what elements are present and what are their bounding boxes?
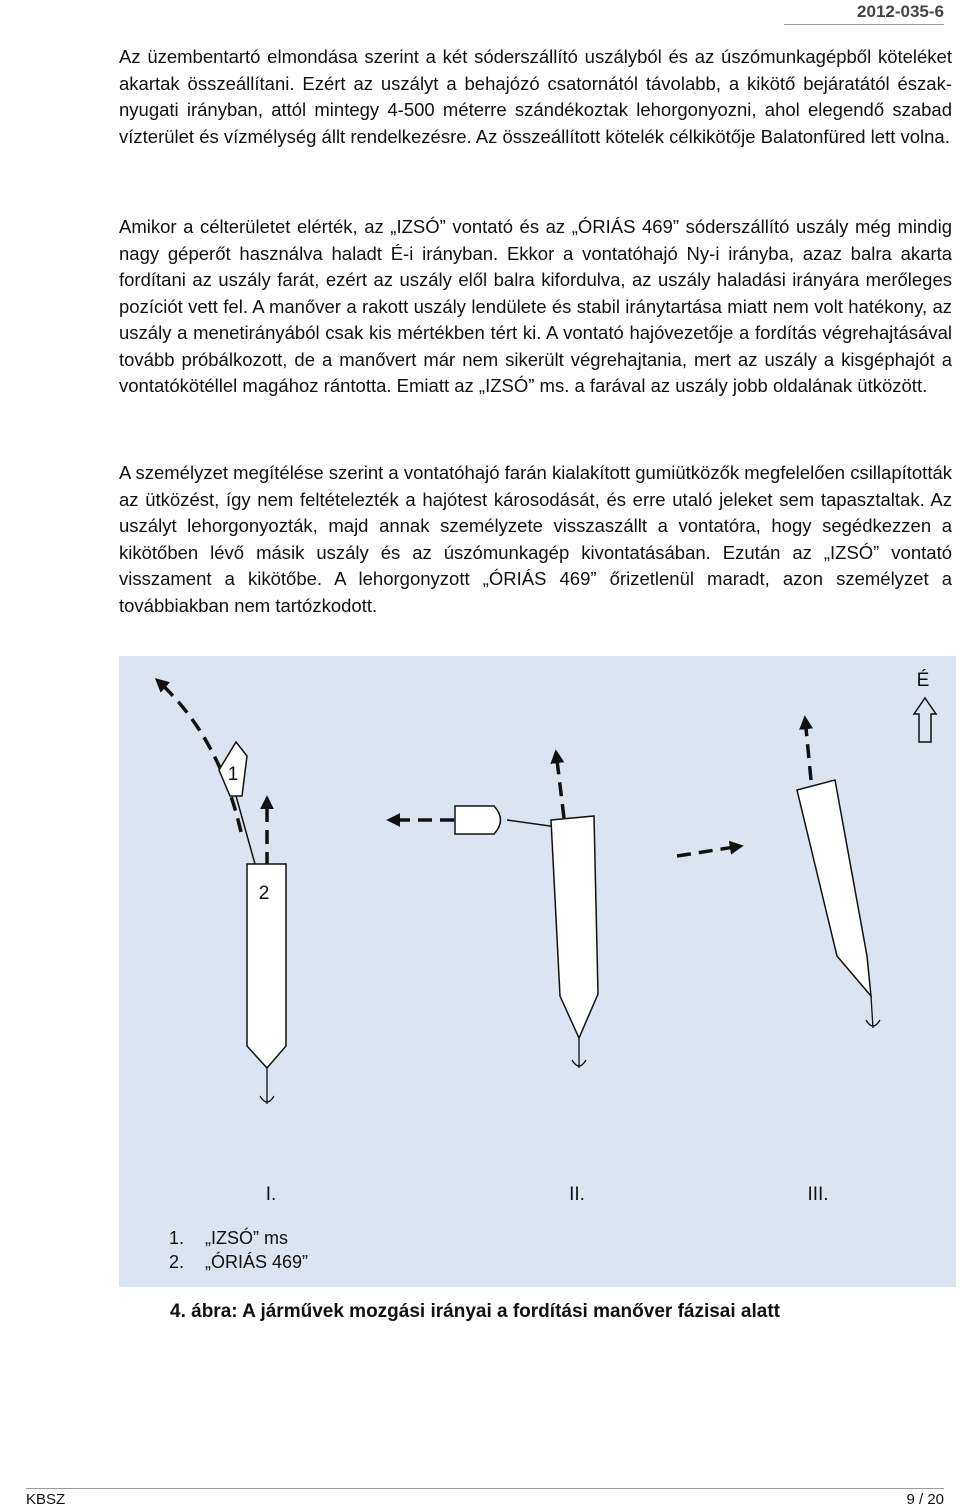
legend-text: „IZSÓ” ms bbox=[205, 1228, 288, 1248]
barge-label: 2 bbox=[258, 883, 270, 904]
north-arrow-icon bbox=[914, 698, 936, 742]
phase-2-vessels bbox=[389, 752, 598, 1068]
north-label: É bbox=[916, 670, 930, 691]
maneuver-diagram bbox=[119, 656, 956, 1287]
document-id: 2012-035-6 bbox=[784, 0, 944, 25]
phase-label-3: III. bbox=[807, 1184, 829, 1205]
paragraph-1: Az üzembentartó elmondása szerint a két sóderszállító uszályból és az úszómunkagépből köteléket akartak összeállítani. Ezért az uszályt a behajózó csatornától távolabb, a kikötő bejáratától észak-nyugati irányban, attól mintegy 4-500 méterre szándékoztak lehorgonyozni, ahol elegendő szabad vízterület és vízmélység állt rendelkezésre. Az összeállított kötelék célkikötője Balatonfüred lett volna. bbox=[119, 46, 952, 147]
footer-org: KBSZ bbox=[26, 1491, 66, 1508]
anchor-icon bbox=[260, 1068, 274, 1104]
phase-2-barge-direction bbox=[556, 752, 564, 818]
legend-text: „ÓRIÁS 469” bbox=[205, 1252, 309, 1272]
barge-oriasz-phase-2 bbox=[551, 816, 598, 1038]
legend-item-barge bbox=[169, 1250, 308, 1274]
legend-item-tug bbox=[169, 1226, 308, 1250]
legend-number: 1. bbox=[169, 1228, 185, 1248]
phase-3-barge-direction bbox=[805, 718, 811, 780]
tug-izso-phase-2 bbox=[455, 806, 501, 834]
page-footer bbox=[26, 1488, 944, 1508]
phase-label-1: I. bbox=[265, 1184, 277, 1205]
paragraph-3: A személyzet megítélése szerint a vontatóhajó farán kialakított gumiütközők megfelelően csillapították az ütközést, így nem feltételezték a hajótest károsodását, és erre utaló jeleket sem tapasztaltak. Az uszályt lehorgonyozták, majd annak személyzete visszaszállt a vontatóra, hogy segédkezzen a kikötőben lévő másik uszály és az úszómunkagép kivontatásában. Ezután az „IZSÓ” vontató visszament a kikötőbe. A lehorgonyzott „ÓRIÁS 469” őrizetlenül maradt, azon személyzet a továbbiakban nem tartózkodott. bbox=[119, 462, 952, 616]
phase-1-vessels bbox=[157, 680, 286, 1104]
paragraph-2: Amikor a célterületet elérték, az „IZSÓ” vontató és az „ÓRIÁS 469” sóderszállító uszály még mindig nagy géperőt használva haladt É-i irányban. Ekkor a vontatóhajó Ny-i irányba, azaz balra akarta fordítani az uszály farát, ezért az uszály elől balra kifordulva, az uszály haladási irányára merőleges pozíciót vett fel. A manőver a rakott uszály lendülete és stabil iránytartása miatt nem volt hatékony, az uszály a menetirányából csak kis mértékben tért ki. A vontató hajóvezetője a fordítás végrehajtásával tovább próbálkozott, de a manővert már nem sikerült végrehajtania, mert az uszály a kisgéphajót a vontatókötéllel magához rántotta. Emiatt az „IZSÓ” ms. a farával az uszály jobb oldalának ütközött. bbox=[119, 216, 952, 396]
figure-caption: 4. ábra: A járművek mozgási irányai a fordítási manőver fázisai alatt bbox=[170, 1301, 780, 1322]
page-number: 9 / 20 bbox=[906, 1491, 944, 1508]
figure-legend bbox=[169, 1226, 308, 1274]
phase-3-vessels bbox=[677, 718, 880, 1028]
anchor-icon bbox=[866, 996, 880, 1028]
anchor-icon bbox=[572, 1038, 586, 1068]
phase-3-tug-direction bbox=[677, 846, 741, 856]
phase-label-2: II. bbox=[569, 1184, 585, 1205]
maneuver-figure bbox=[119, 656, 956, 1287]
legend-number: 2. bbox=[169, 1252, 185, 1272]
barge-oriasz-phase-3 bbox=[797, 780, 871, 996]
tug-label: 1 bbox=[227, 764, 239, 785]
